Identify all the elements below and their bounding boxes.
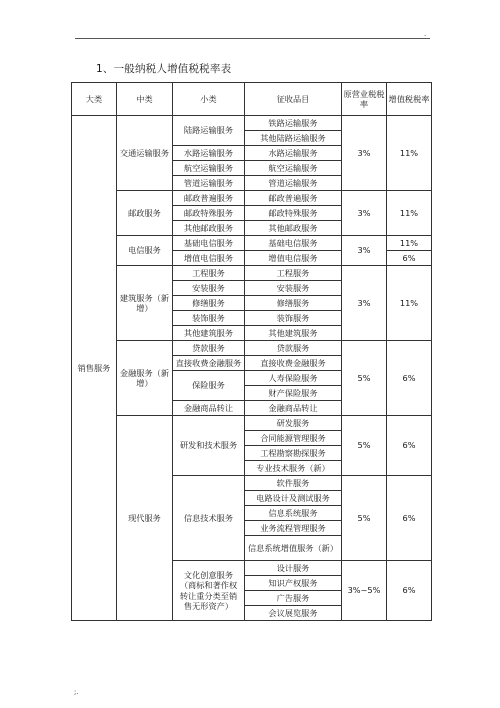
- taxable-item-cell: 合同能源管理服务: [245, 431, 342, 446]
- vat-rate-cell: 6%: [387, 476, 432, 561]
- taxable-item-cell: 航空运输服务: [245, 161, 342, 176]
- sub-category-cell: 信息技术服务: [173, 476, 245, 561]
- sub-category-cell: 文化创意服务（商标和著作权转让重分类至销售无形资产）: [173, 561, 245, 621]
- taxable-item-cell: 专业技术服务（新）: [245, 461, 342, 476]
- sub-category-cell: 装饰服务: [173, 311, 245, 326]
- taxable-item-cell: 修缮服务: [245, 296, 342, 311]
- table-row: [72, 341, 432, 356]
- vat-rate-cell: 11%: [387, 116, 432, 191]
- taxable-item-cell: 贷款服务: [245, 341, 342, 356]
- taxable-item-cell: 直接收费金融服务: [245, 356, 342, 371]
- taxable-item-cell: 其他邮政服务: [245, 221, 342, 236]
- taxable-item-cell: 设计服务: [245, 561, 342, 576]
- table-header-row: [72, 83, 432, 116]
- taxable-item-cell: 会议展览服务: [245, 606, 342, 621]
- sub-category-cell: 研发和技术服务: [173, 416, 245, 476]
- taxable-item-cell: 邮政特殊服务: [245, 206, 342, 221]
- table-row: [72, 266, 432, 281]
- old-rate-cell: 3%: [342, 266, 387, 341]
- taxable-item-cell: 装饰服务: [245, 311, 342, 326]
- taxable-item-cell: 水路运输服务: [245, 146, 342, 161]
- taxable-item-cell: 电路设计及测试服务: [245, 491, 342, 506]
- old-rate-cell: 3%: [342, 236, 387, 266]
- taxable-item-cell: 增值电信服务: [245, 251, 342, 266]
- header-vat-rate: 增值税税率: [387, 83, 432, 116]
- taxable-item-cell: 广告服务: [245, 591, 342, 606]
- sub-category-cell: 水路运输服务: [173, 146, 245, 161]
- taxable-item-cell: 信息系统增值服务（新）: [245, 536, 342, 561]
- taxable-item-cell: 信息系统服务: [245, 506, 342, 521]
- sub-category-cell: 工程服务: [173, 266, 245, 281]
- sub-category-cell: 邮政特殊服务: [173, 206, 245, 221]
- mid-category-cell: 现代服务: [117, 416, 173, 621]
- taxable-item-cell: 邮政普遍服务: [245, 191, 342, 206]
- header-mark: .: [424, 30, 427, 38]
- mid-category-cell: 电信服务: [117, 236, 173, 266]
- mid-category-cell: 金融服务（新增）: [117, 341, 173, 416]
- sub-category-cell: 管道运输服务: [173, 176, 245, 191]
- sub-category-cell: 其他建筑服务: [173, 326, 245, 341]
- sub-category-cell: 贷款服务: [173, 341, 245, 356]
- header-rule: [75, 38, 430, 39]
- sub-category-cell: 保险服务: [173, 371, 245, 401]
- taxable-item-cell: 安装服务: [245, 281, 342, 296]
- footer-mark: ;.: [74, 688, 79, 696]
- page-title: 1、一般纳税人增值税税率表: [96, 63, 232, 75]
- old-rate-cell: 3%: [342, 191, 387, 236]
- vat-rate-cell: 6%: [387, 561, 432, 621]
- old-rate-cell: 5%: [342, 341, 387, 416]
- taxable-item-cell: 工程服务: [245, 266, 342, 281]
- vat-rate-cell: 6%: [387, 341, 432, 416]
- taxable-item-cell: 工程勘察勘探服务: [245, 446, 342, 461]
- taxable-item-cell: 研发服务: [245, 416, 342, 431]
- old-rate-cell: 3%: [342, 116, 387, 191]
- sub-category-cell: 直接收费金融服务: [173, 356, 245, 371]
- old-rate-cell: 3%~5%: [342, 561, 387, 621]
- sub-category-cell: 增值电信服务: [173, 251, 245, 266]
- mid-category-cell: 交通运输服务: [117, 116, 173, 191]
- table-row: [72, 191, 432, 206]
- taxable-item-cell: 铁路运输服务: [245, 116, 342, 131]
- taxable-item-cell: 知识产权服务: [245, 576, 342, 591]
- sub-category-cell: 金融商品转让: [173, 401, 245, 416]
- header-old-business-tax-rate: 原营业税税率: [342, 83, 387, 116]
- mid-category-cell: 邮政服务: [117, 191, 173, 236]
- taxable-item-cell: 财产保险服务: [245, 386, 342, 401]
- sub-category-cell: 安装服务: [173, 281, 245, 296]
- taxable-item-cell: 软件服务: [245, 476, 342, 491]
- taxable-item-cell: 管道运输服务: [245, 176, 342, 191]
- header-major-category: 大类: [72, 83, 117, 116]
- vat-rate-cell: 11%: [387, 191, 432, 236]
- vat-rate-cell: 11%: [387, 266, 432, 341]
- vat-rate-cell: 11%: [387, 236, 432, 251]
- sub-category-cell: 航空运输服务: [173, 161, 245, 176]
- mid-category-cell: 建筑服务（新增）: [117, 266, 173, 341]
- header-sub-category: 小类: [173, 83, 245, 116]
- header-mid-category: 中类: [117, 83, 173, 116]
- vat-rate-cell: 6%: [387, 416, 432, 476]
- taxable-item-cell: 人寿保险服务: [245, 371, 342, 386]
- header-taxable-item: 征收品目: [245, 83, 342, 116]
- major-category-cell: 销售服务: [72, 116, 117, 621]
- table-row: [72, 416, 432, 431]
- sub-category-cell: 其他邮政服务: [173, 221, 245, 236]
- vat-rate-table: [71, 82, 432, 621]
- old-rate-cell: 5%: [342, 476, 387, 561]
- old-rate-cell: 5%: [342, 416, 387, 476]
- sub-category-cell: 基础电信服务: [173, 236, 245, 251]
- table-row: [72, 236, 432, 251]
- taxable-item-cell: 业务流程管理服务: [245, 521, 342, 536]
- sub-category-cell: 修缮服务: [173, 296, 245, 311]
- sub-category-cell: 陆路运输服务: [173, 116, 245, 146]
- taxable-item-cell: 其他建筑服务: [245, 326, 342, 341]
- sub-category-cell: 邮政普遍服务: [173, 191, 245, 206]
- taxable-item-cell: 金融商品转让: [245, 401, 342, 416]
- vat-rate-cell: 6%: [387, 251, 432, 266]
- taxable-item-cell: 其他陆路运输服务: [245, 131, 342, 146]
- taxable-item-cell: 基础电信服务: [245, 236, 342, 251]
- table-row: [72, 116, 432, 131]
